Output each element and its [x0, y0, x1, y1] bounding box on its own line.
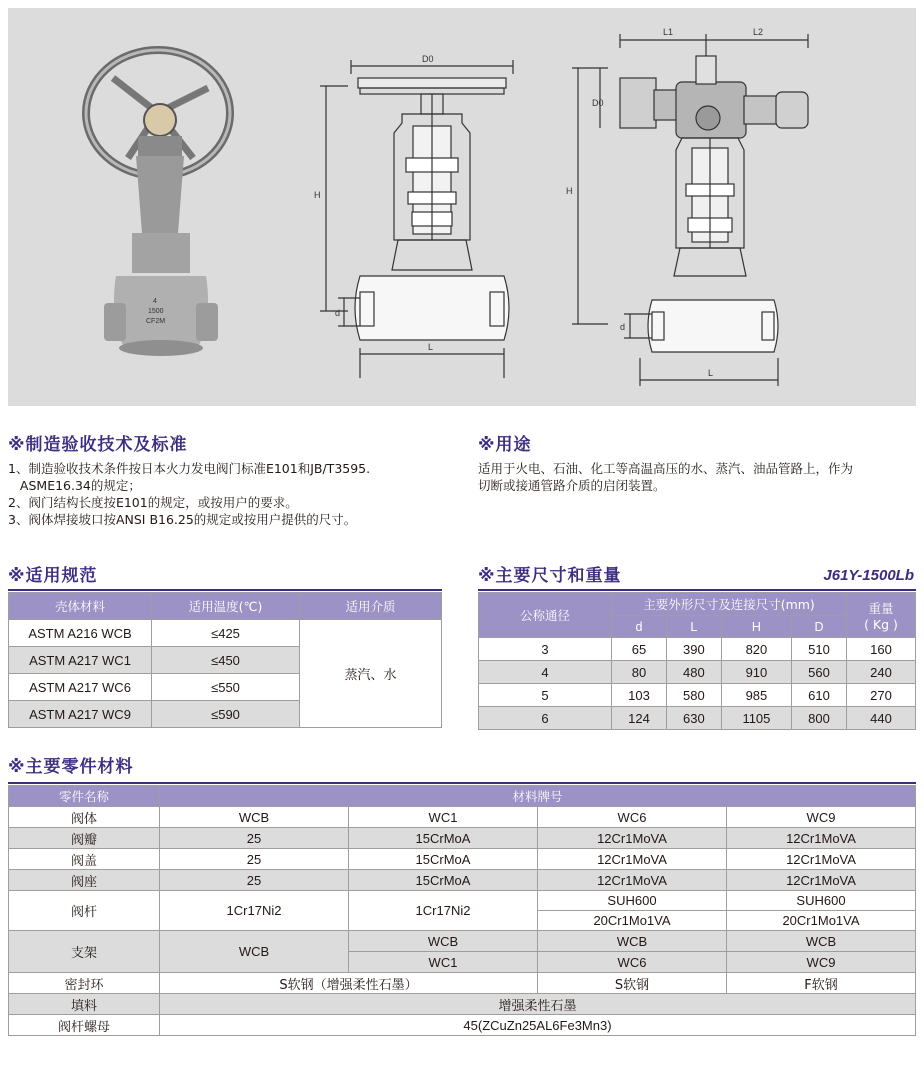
spec-temp: ≤550 [152, 674, 300, 701]
part-value: WC6 [538, 952, 727, 973]
part-value: 12Cr1MoVA [538, 870, 727, 891]
part-name: 阀盖 [9, 849, 160, 870]
product-drawing-panel [8, 8, 916, 406]
usage-title: ※用途 [478, 435, 532, 455]
table-row [9, 931, 916, 952]
dim-h-right: H [566, 186, 573, 196]
table-row [9, 994, 916, 1015]
handwheel-valve-drawing [320, 60, 513, 378]
part-value: 12Cr1MoVA [727, 849, 916, 870]
part-value: WCB [160, 931, 349, 973]
part-value: WCB [349, 931, 538, 952]
part-value: 20Cr1Mo1VA [727, 911, 916, 931]
table-row [479, 684, 916, 707]
part-name: 密封环 [9, 973, 160, 994]
spec-material: ASTM A216 WCB [9, 620, 152, 647]
dims-cell: 610 [791, 684, 846, 707]
valve-photo [86, 50, 230, 356]
part-value: 25 [160, 828, 349, 849]
dims-cell: 240 [847, 661, 916, 684]
dims-cell: 560 [791, 661, 846, 684]
parts-header-part: 零件名称 [9, 786, 160, 807]
part-name: 填料 [9, 994, 160, 1015]
spec-header-temp: 适用温度(℃) [152, 593, 300, 620]
part-name: 阀瓣 [9, 828, 160, 849]
part-name: 阀座 [9, 870, 160, 891]
part-value: 1Cr17Ni2 [349, 891, 538, 931]
dims-table [478, 592, 916, 730]
dims-cell: 630 [666, 707, 721, 730]
dim-d0-right: D0 [592, 98, 604, 108]
part-value: 12Cr1MoVA [538, 849, 727, 870]
dims-rule [478, 589, 916, 591]
dims-cell: 390 [666, 638, 721, 661]
spec-temp: ≤450 [152, 647, 300, 674]
spec-material: ASTM A217 WC1 [9, 647, 152, 674]
model-number: J61Y-1500Lb [823, 567, 914, 584]
part-value: 25 [160, 870, 349, 891]
dims-cell: 580 [666, 684, 721, 707]
table-row [479, 707, 916, 730]
electric-valve-drawing [572, 34, 808, 386]
part-value: WCB [160, 807, 349, 828]
parts-header-material: 材料牌号 [160, 786, 916, 807]
dim-l1: L1 [663, 27, 674, 37]
dims-cell: 510 [791, 638, 846, 661]
dims-sub-h: H [721, 616, 791, 638]
dims-cell: 103 [612, 684, 667, 707]
dims-cell: 160 [847, 638, 916, 661]
dims-cell: 480 [666, 661, 721, 684]
dims-title: ※主要尺寸和重量 [478, 566, 622, 586]
spec-temp: ≤590 [152, 701, 300, 728]
spec-header-material: 壳体材料 [9, 593, 152, 620]
part-value: F软钢 [727, 973, 916, 994]
spec-material: ASTM A217 WC9 [9, 701, 152, 728]
standards-line-2: ASME16.34的规定； [8, 478, 141, 493]
part-name: 阀体 [9, 807, 160, 828]
spec-table [8, 592, 442, 728]
dims-header-weight-label: 重量 [868, 600, 894, 616]
spec-title: ※适用规范 [8, 566, 98, 586]
dims-cell: 3 [479, 638, 612, 661]
spec-header-medium: 适用介质 [300, 593, 442, 620]
dim-h-left: H [314, 190, 321, 200]
table-row [9, 891, 916, 911]
dims-cell: 820 [721, 638, 791, 661]
dims-cell: 1105 [721, 707, 791, 730]
part-name: 阀杆螺母 [9, 1015, 160, 1036]
part-value: WC9 [727, 952, 916, 973]
dims-cell: 270 [847, 684, 916, 707]
part-value: 15CrMoA [349, 828, 538, 849]
part-value: WC1 [349, 952, 538, 973]
table-row [9, 828, 916, 849]
part-value: 15CrMoA [349, 849, 538, 870]
spec-material: ASTM A217 WC6 [9, 674, 152, 701]
photo-mark-material: CF2M [146, 318, 166, 325]
usage-line-1: 适用于火电、石油、化工等高温高压的水、蒸汽、油品管路上，作为 [478, 461, 854, 476]
dims-cell: 4 [479, 661, 612, 684]
spec-medium: 蒸汽、水 [300, 620, 442, 728]
dim-d0-left: D0 [422, 54, 434, 64]
standards-line-1: 1、制造验收技术条件按日本火力发电阀门标准E101和JB/T3595. [8, 461, 371, 476]
standards-line-4: 3、阀体焊接坡口按ANSI B16.25的规定或按用户提供的尺寸。 [8, 512, 357, 527]
standards-line-3: 2、阀门结构长度按E101的规定，或按用户的要求。 [8, 495, 298, 510]
standards-text [8, 460, 370, 528]
table-row [9, 620, 442, 647]
part-name: 阀杆 [9, 891, 160, 931]
parts-title: ※主要零件材料 [8, 757, 134, 777]
dims-cell: 800 [791, 707, 846, 730]
dims-cell: 6 [479, 707, 612, 730]
dims-cell: 65 [612, 638, 667, 661]
dims-sub-dd: D [791, 616, 846, 638]
dims-sub-l: L [666, 616, 721, 638]
dim-d-left: d [335, 308, 341, 318]
dim-l-left: L [428, 342, 434, 352]
part-value: 增强柔性石墨 [160, 994, 916, 1015]
part-value: 12Cr1MoVA [727, 870, 916, 891]
part-value: 15CrMoA [349, 870, 538, 891]
part-value: S软钢 [538, 973, 727, 994]
dim-d-right: d [620, 322, 626, 332]
part-value: 20Cr1Mo1VA [538, 911, 727, 931]
dims-cell: 80 [612, 661, 667, 684]
part-value: 12Cr1MoVA [727, 828, 916, 849]
standards-title: ※制造验收技术及标准 [8, 435, 188, 455]
dims-cell: 5 [479, 684, 612, 707]
part-value: SUH600 [538, 891, 727, 911]
photo-mark-size: 4 [153, 298, 157, 305]
dims-header-weight-unit: ( Kg ) [864, 616, 898, 632]
spec-rule [8, 589, 442, 591]
table-row [9, 807, 916, 828]
table-row [9, 870, 916, 891]
dims-sub-d: d [612, 616, 667, 638]
usage-text [478, 460, 853, 494]
dims-header-weight [847, 593, 916, 638]
part-value: WC9 [727, 807, 916, 828]
dims-cell: 124 [612, 707, 667, 730]
dims-header-nominal: 公称通径 [479, 593, 612, 638]
part-name: 支架 [9, 931, 160, 973]
table-row [9, 973, 916, 994]
part-value: SUH600 [727, 891, 916, 911]
part-value: 12Cr1MoVA [538, 828, 727, 849]
part-value: 25 [160, 849, 349, 870]
part-value: WC6 [538, 807, 727, 828]
parts-rule [8, 782, 916, 784]
part-value: WC1 [349, 807, 538, 828]
table-row [9, 849, 916, 870]
dims-cell: 910 [721, 661, 791, 684]
part-value: 1Cr17Ni2 [160, 891, 349, 931]
usage-line-2: 切断或接通管路介质的启闭装置。 [478, 478, 666, 493]
valve-drawings [8, 8, 916, 406]
part-value: WCB [727, 931, 916, 952]
part-value: 45(ZCuZn25AL6Fe3Mn3) [160, 1015, 916, 1036]
table-row [9, 1015, 916, 1036]
spec-temp: ≤425 [152, 620, 300, 647]
part-value: S软钢（增强柔性石墨） [160, 973, 538, 994]
table-row [479, 638, 916, 661]
table-row [479, 661, 916, 684]
dim-l-right: L [708, 368, 714, 378]
photo-mark-class: 1500 [148, 308, 164, 315]
dims-header-group: 主要外形尺寸及连接尺寸(mm) [612, 593, 847, 616]
dim-l2: L2 [753, 27, 764, 37]
dims-cell: 985 [721, 684, 791, 707]
dims-cell: 440 [847, 707, 916, 730]
part-value: WCB [538, 931, 727, 952]
parts-table [8, 785, 916, 1036]
